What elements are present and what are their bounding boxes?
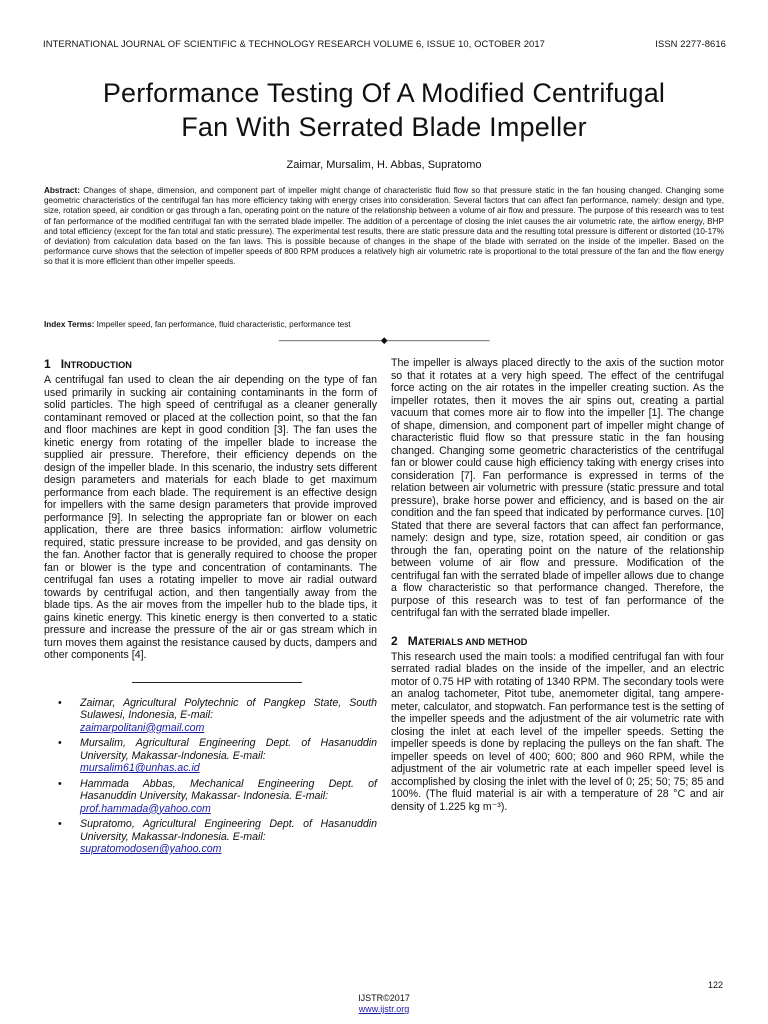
title-line-1: Performance Testing Of A Modified Centrifugal [102,78,666,108]
section-2-title-rest: ATERIALS AND METHOD [417,636,528,647]
section-2-number: 2 [391,633,398,648]
authors: Zaimar, Mursalim, H. Abbas, Supratomo [286,159,482,171]
section-1-number: 1 [44,357,51,371]
footnote-rule [132,682,302,683]
page-number: 122 [708,980,724,990]
affiliation-item [44,818,377,856]
section-2-heading [391,634,724,649]
copyright: IJSTR©2017 [358,993,410,1003]
section-1-text: A centrifugal fan used to clean the air depending on the type of fan used primarily in sucking air containing contaminants in the form of solid particles. The high speed of centrifugal as a cleaner generally contaminant removed or placed at the collection point, so that the fan and floor machines are kept in good condition [3]. The fan uses the kinetic energy from rotating of the impeller blade to increase the supplied air pressure. Therefore, their efficiency depends on the design of the impeller blade. In this scenario, the industry sets different design parameters and materials for each blade to get maximum performance from each blade. The requirement is an effective design for impellers with the same design parameters that provide improved performance [9]. In selecting the appropriate fan or blower on each application, there are three basics information: airflow volumetric required, static pressure increase to be provided, and gas density on the fan. Another factor that is generally required to choose the proper fan or blower is the type and concentration of contaminants. The centrifugal fan uses a rotating impeller to move air radial outward towards by centrifugal action, and then tangentially away from the blade tips. As the air moves from the impeller hub to the blade tips, it gains kinetic energy. This kinetic energy is then converted to a static pressure and increase the pressure of the air or gas stream which in turn moves them against the resistance caused by ducts, dampers and other components [4]. [44,374,377,661]
issn: ISSN 2277-8616 [655,38,726,49]
left-column [44,357,377,859]
affiliation-item [44,737,377,775]
email-link[interactable]: zaimarpolitani@gmail.com [80,721,205,734]
affiliation-item [44,778,377,816]
section-1-first-letter: I [60,357,65,371]
section-1-title-rest: NTRODUCTION [64,360,132,370]
page-footer [0,993,768,1015]
section-1-heading [44,357,377,372]
email-link[interactable]: supratomodosen@yahoo.com [80,843,222,855]
journal-url-link[interactable]: www.ijstr.org [358,1004,410,1014]
section-divider: ————————————◆———————————— [278,335,490,345]
title-line-2: Fan With Serrated Blade Impeller [181,112,587,142]
section-2-text: This research used the main tools: a modified centrifugal fan with four serrated radial blades on the inside of the impeller, and an electric motor of 0.75 HP with rotating of 1340 RPM. The secondary tools were an analog tachometer, Pitot tube, anemometer digital, tang ampere-meter, calculator, and stopwatch. Fan performance test is the setting of the impeller speeds and the adjustment of the air volumetric rate with closing the inlet at each level of the impeller speeds. Setting the impeller speeds is done by replacing the pulleys on the fan shaft. The impeller speeds on level of 400; 600; 800 and 960 RPM, while the adjustment of the air volumetric rate at each impeller speed level is accomplished by closing the inlet with the level of 0; 25; 50; 75; 85 and 100%. (The fluid material is air with a temperature of 28 °C and air density of 1.225 kg m⁻³). [391,650,724,813]
affiliation-text: Zaimar, Agricultural Polytechnic of Pangkep State, South Sulawesi, Indonesia, E-mail: [80,696,377,721]
bullet-icon: • [58,818,62,830]
affiliation-item [44,697,377,735]
affiliation-text: Mursalim, Agricultural Engineering Dept. of Hasanuddin University, Makassar-Indonesia. E-mail: [80,737,377,762]
author-affiliations [44,697,377,856]
abstract-text: Changes of shape, dimension, and component part of impeller might change of characteristic fluid flow so that pressure static in the fan housing changed. Changing some geometric characteristics of the centrifugal fan has more efficiency taking with energy crises into consideration. Several factors that can affect fan performance, namely: design and type, size, rotation speed, air condition or gas through a fan, operating point on the nature of the relationship between a volume of air flow and pressure. The purpose of this research was to test of fan performance of the modified centrifugal fan with the serrated blade impeller. The addition of a percentage of closing the inlet causes the air volumetric rate, the airflow energy, BHP and total efficiency (except for the fan total and static pressure). The experimental test results, there are static pressure data and the resulting total pressure is different or distorted (10-17% of deviation) from calculation data based on the fan laws. This is possible because of changes in the shape of the blade with serrated on the inside of the impeller. Based on the performance curve shows that the selection of impeller speeds of 800 RPM produces a relatively high air volumetric rate is proportional to the total pressure of the fan and the flow energy so that it is more efficient than other impeller speeds. [44,186,724,267]
section-2-first-letter: M [407,633,418,648]
journal-name: INTERNATIONAL JOURNAL OF SCIENTIFIC & TECHNOLOGY RESEARCH VOLUME 6, ISSUE 10, OCTOBER 2017 [43,38,545,49]
bullet-icon: • [58,777,62,790]
affiliation-text: Supratomo, Agricultural Engineering Dept. of Hasanuddin University, Makassar-Indonesia. E-mail: [80,818,377,843]
abstract [44,186,724,268]
paper-title [30,76,738,144]
email-link[interactable]: mursalim61@unhas.ac.id [80,762,200,774]
bullet-icon: • [58,737,62,749]
index-terms-text: Impeller speed, fan performance, fluid characteristic, performance test [96,320,351,329]
journal-header [43,38,726,49]
intro-continuation: The impeller is always placed directly to the axis of the suction motor so that it rotates at a very high speed. The effect of the centrifugal force acting on the air rotates in the impeller creating suction. As the impeller rotates, then it moves the air spins out, creating a partial vacuum that comes more air to flow into the impeller [1]. The change of shape, dimension, and component part of impeller might change of characteristic fluid flow so that pressure static in the fan housing changed. Changing some geometric characteristics of the centrifugal fan or blower could cause high efficiency taking with energy crises into consideration [7]. Fan performance is expressed in terms of the relation between air volumetric with pressure (static pressure and total pressure), brake horse power and efficiency, and is based on the air condition and the fan speed that indicated by performance curves. [10] Stated that there are several factors that can affect fan performance, namely: design and type, size, rotation speed, air condition or gas through the fan, operating point on the nature of the relationship between volume of air flow and pressure. Modification of the centrifugal fan with the serrated blade of impeller allows due to change a flow characteristic so that performance changed. Therefore, the purpose of this research was to test of fan performance of the centrifugal fan with the serrated blade impeller. [391,357,724,619]
index-terms-label: Index Terms: [44,320,95,329]
bullet-icon: • [58,696,62,709]
index-terms [44,320,724,329]
affiliation-text: Hammada Abbas, Mechanical Engineering Dept. of Hasanuddin University, Makassar- Indonesia. E-mail: [80,777,377,802]
right-column [391,357,724,813]
abstract-label: Abstract: [44,186,80,195]
email-link[interactable]: prof.hammada@yahoo.com [80,802,211,815]
